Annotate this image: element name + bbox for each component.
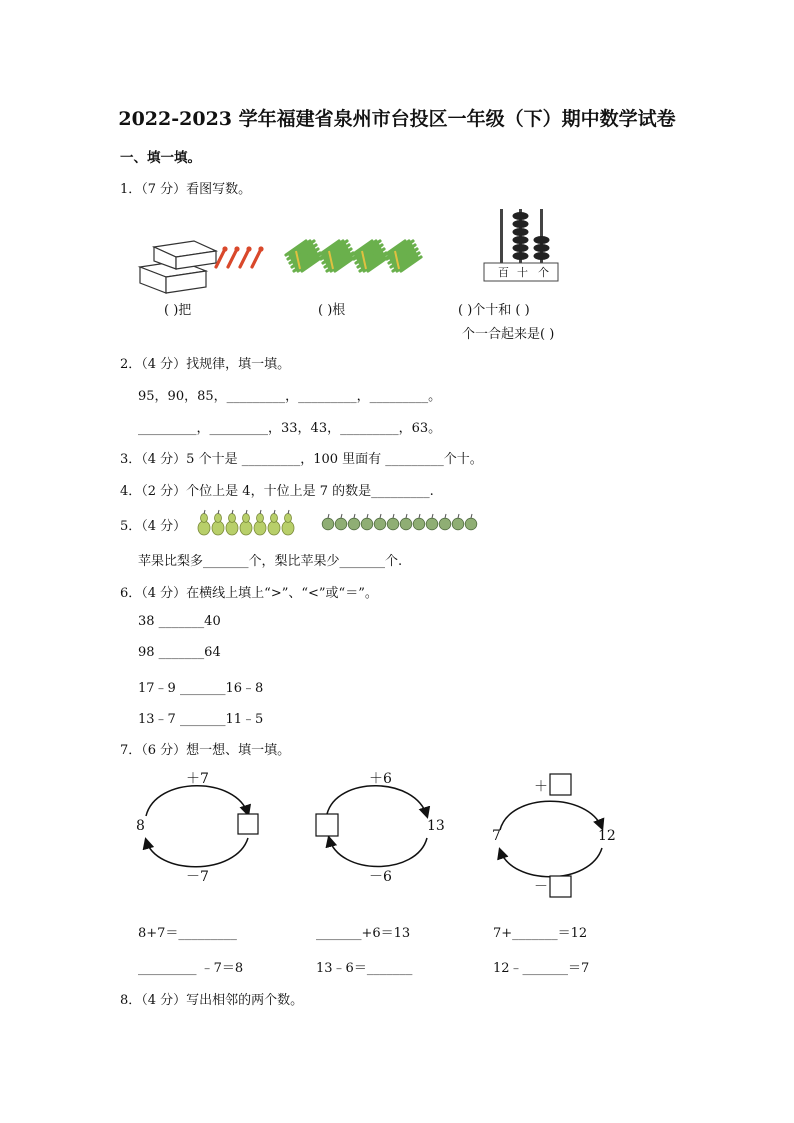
apple-icon bbox=[348, 514, 360, 530]
q8-heading: 8．（4 分）写出相邻的两个数。 bbox=[120, 993, 304, 1008]
apple-icon bbox=[452, 514, 464, 530]
q7-eq: 7+_______＝12 bbox=[493, 926, 588, 941]
d3-bottom-label: － bbox=[534, 879, 548, 895]
d3-top-label: ＋ bbox=[534, 779, 548, 795]
bundle-icon bbox=[286, 241, 322, 271]
d3-right-number: 12 bbox=[598, 828, 616, 844]
apple-icon bbox=[374, 514, 386, 530]
apple-icon bbox=[465, 514, 477, 530]
abacus-hundreds-label: 百 bbox=[498, 266, 509, 279]
box-icon bbox=[140, 241, 216, 293]
abacus-bead bbox=[534, 236, 550, 244]
q6-heading: 6．（4 分）在横线上填上“>”、“<”或“＝”。 bbox=[120, 586, 378, 601]
apple-icon bbox=[322, 514, 334, 530]
section-heading: 一、填一填。 bbox=[120, 150, 201, 166]
apple-icon bbox=[439, 514, 451, 530]
pear-icon bbox=[268, 510, 280, 535]
abacus-tens-label: 十 bbox=[517, 266, 528, 279]
q6-item: 98 _______64 bbox=[138, 645, 221, 660]
pear-icon bbox=[254, 510, 266, 535]
bundle-icon bbox=[352, 241, 388, 271]
cycle-diagram-1 bbox=[136, 766, 266, 884]
bundle-icon bbox=[319, 241, 355, 271]
q5-line: 苹果比梨多_______个，梨比苹果少_______个. bbox=[138, 554, 403, 569]
d1-left-number: 8 bbox=[136, 818, 145, 834]
q7-eq: _________ ﹣7＝8 bbox=[138, 961, 244, 976]
q6-item: 38 _______40 bbox=[138, 614, 221, 629]
abacus-bead bbox=[513, 228, 529, 236]
apple-icon bbox=[387, 514, 399, 530]
q7-eq: 12﹣_______＝7 bbox=[493, 961, 590, 976]
bundle-icons bbox=[286, 241, 421, 271]
q1-answer-c1: ( )个十和 ( ) bbox=[458, 303, 530, 318]
q5-heading: 5．（4 分） bbox=[120, 519, 187, 534]
apple-icon bbox=[361, 514, 373, 530]
pear-icon bbox=[240, 510, 252, 535]
d2-bottom-label: －6 bbox=[369, 869, 392, 885]
abacus-ones-label: 个 bbox=[538, 266, 549, 279]
pear-icon bbox=[226, 510, 238, 535]
apple-icon bbox=[335, 514, 347, 530]
pear-icon bbox=[282, 510, 294, 535]
q2-line2: _________，_________，33，43，_________，63。 bbox=[138, 421, 442, 436]
single-stick-icon bbox=[240, 246, 252, 267]
fruit-figure bbox=[196, 506, 496, 538]
q3-text: 3．（4 分）5 个十是 _________，100 里面有 _________个十。 bbox=[120, 452, 483, 467]
d1-bottom-label: －7 bbox=[186, 869, 209, 885]
d2-top-label: ＋6 bbox=[369, 771, 392, 787]
abacus-bead bbox=[534, 244, 550, 252]
single-stick-icon bbox=[252, 246, 264, 267]
d3-left-number: 7 bbox=[492, 828, 501, 844]
q6-item: 17﹣9 _______16﹣8 bbox=[138, 681, 264, 696]
q7-eq: 13﹣6＝_______ bbox=[316, 961, 413, 976]
q1-answer-c2: 个一合起来是( ) bbox=[462, 327, 555, 342]
q1-answer-a: ( )把 bbox=[164, 303, 192, 318]
abacus-bead bbox=[513, 220, 529, 228]
pear-icon bbox=[198, 510, 210, 535]
bundle-icon bbox=[385, 241, 421, 271]
q2-line1: 95，90，85，_________，_________，_________。 bbox=[138, 389, 442, 404]
apple-icon bbox=[400, 514, 412, 530]
q7-eq: _______+6＝13 bbox=[316, 926, 411, 941]
page-title: 2022-2023 学年福建省泉州市台投区一年级（下）期中数学试卷 bbox=[118, 108, 676, 130]
single-stick-icon bbox=[216, 246, 228, 267]
apple-icon bbox=[413, 514, 425, 530]
abacus-bead bbox=[513, 236, 529, 244]
cycle-diagram-2 bbox=[313, 766, 445, 884]
abacus-bead bbox=[513, 244, 529, 252]
q4-text: 4．（2 分）个位上是 4，十位上是 7 的数是_________. bbox=[120, 484, 434, 499]
abacus-bead bbox=[513, 212, 529, 220]
q7-eq: 8+7＝_________ bbox=[138, 926, 237, 941]
q6-item: 13﹣7 _______11﹣5 bbox=[138, 712, 264, 727]
apple-icon bbox=[426, 514, 438, 530]
abacus-bead bbox=[513, 252, 529, 260]
single-stick-icon bbox=[228, 246, 240, 267]
q2-heading: 2．（4 分）找规律，填一填。 bbox=[120, 357, 291, 372]
q1-answer-b: ( )根 bbox=[318, 303, 346, 318]
q1-figure bbox=[136, 205, 598, 340]
q1-heading: 1．（7 分）看图写数。 bbox=[120, 182, 252, 197]
single-stick-icons bbox=[216, 246, 264, 267]
abacus-bead bbox=[534, 252, 550, 260]
cycle-diagram-3 bbox=[490, 770, 620, 902]
pear-icon bbox=[212, 510, 224, 535]
q7-heading: 7．（6 分）想一想、填一填。 bbox=[120, 743, 291, 758]
d1-top-label: ＋7 bbox=[186, 771, 209, 787]
d2-right-number: 13 bbox=[427, 818, 445, 834]
